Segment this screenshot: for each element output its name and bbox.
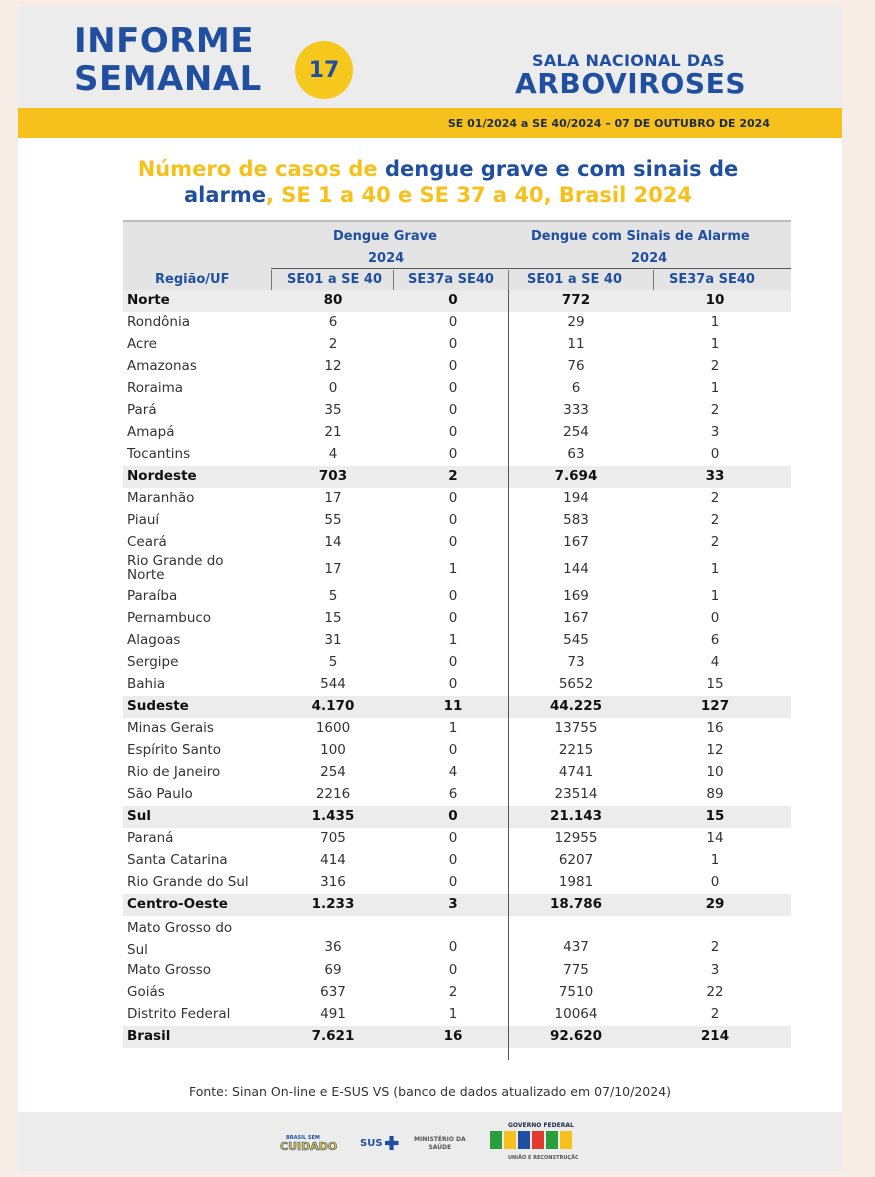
row-grave-se01-40: 12 bbox=[324, 358, 342, 374]
row-alarme-se01-40: 21.143 bbox=[549, 808, 603, 824]
row-alarme-se37-40: 10 bbox=[705, 292, 725, 308]
row-grave-se01-40: 316 bbox=[320, 874, 346, 890]
row-grave-se01-40: 7.621 bbox=[311, 1028, 355, 1044]
state-row bbox=[123, 784, 791, 806]
row-grave-se37-40: 0 bbox=[448, 588, 458, 604]
row-name: São Paulo bbox=[127, 786, 193, 802]
row-grave-se37-40: 0 bbox=[448, 852, 458, 868]
governo-brasil-graphic bbox=[486, 1120, 578, 1164]
row-name: Rio de Janeiro bbox=[127, 764, 221, 780]
state-row bbox=[123, 400, 791, 422]
period-bar bbox=[18, 108, 842, 138]
state-row bbox=[123, 444, 791, 466]
informe-semanal-title bbox=[74, 22, 262, 98]
row-name: Centro-Oeste bbox=[127, 896, 228, 912]
row-alarme-se37-40: 0 bbox=[710, 446, 720, 462]
row-alarme-se37-40: 4 bbox=[710, 654, 720, 670]
state-row bbox=[123, 652, 791, 674]
row-name: Distrito Federal bbox=[127, 1006, 231, 1022]
row-grave-se01-40: 0 bbox=[328, 380, 338, 396]
row-grave-se37-40: 0 bbox=[448, 962, 458, 978]
row-grave-se01-40: 17 bbox=[324, 561, 342, 577]
row-alarme-se01-40: 1981 bbox=[558, 874, 594, 890]
row-alarme-se01-40: 4741 bbox=[558, 764, 594, 780]
row-alarme-se01-40: 169 bbox=[563, 588, 589, 604]
region-row bbox=[123, 1026, 791, 1048]
col-grave-se37-40: SE37a SE40 bbox=[408, 272, 494, 287]
row-alarme-se37-40: 214 bbox=[700, 1028, 730, 1044]
header-divider bbox=[271, 268, 791, 269]
row-alarme-se01-40: 333 bbox=[563, 402, 589, 418]
row-grave-se01-40: 2 bbox=[328, 336, 338, 352]
row-name: Acre bbox=[127, 336, 157, 352]
row-alarme-se37-40: 1 bbox=[710, 561, 720, 577]
row-alarme-se37-40: 29 bbox=[705, 896, 725, 912]
row-name: Rio Grande do Sul bbox=[127, 874, 249, 890]
row-grave-se37-40: 0 bbox=[448, 676, 458, 692]
arboviroses-label: ARBOVIROSES bbox=[515, 67, 747, 100]
row-name: Paraná bbox=[127, 830, 174, 846]
state-row bbox=[123, 356, 791, 378]
row-name: Minas Gerais bbox=[127, 720, 214, 736]
row-name: Norte bbox=[127, 292, 170, 308]
row-grave-se37-40: 0 bbox=[448, 939, 458, 955]
svg-text:GOVERNO FEDERAL: GOVERNO FEDERAL bbox=[508, 1122, 574, 1129]
row-grave-se37-40: 0 bbox=[448, 358, 458, 374]
row-alarme-se37-40: 3 bbox=[710, 962, 720, 978]
state-row bbox=[123, 334, 791, 356]
row-grave-se01-40: 414 bbox=[320, 852, 346, 868]
row-grave-se01-40: 1.435 bbox=[311, 808, 355, 824]
edition-number-badge: 17 bbox=[295, 41, 353, 99]
row-grave-se01-40: 703 bbox=[318, 468, 348, 484]
row-name: Amapá bbox=[127, 424, 175, 440]
row-alarme-se37-40: 12 bbox=[706, 742, 724, 758]
row-alarme-se01-40: 76 bbox=[567, 358, 585, 374]
row-grave-se37-40: 0 bbox=[448, 808, 458, 824]
row-name: Pernambuco bbox=[127, 610, 212, 626]
row-alarme-se01-40: 44.225 bbox=[549, 698, 603, 714]
header-col-sep3 bbox=[508, 270, 509, 290]
state-row bbox=[123, 674, 791, 696]
state-row bbox=[123, 1004, 791, 1026]
row-alarme-se01-40: 144 bbox=[563, 561, 589, 577]
row-name: Sergipe bbox=[127, 654, 179, 670]
state-row bbox=[123, 718, 791, 740]
row-alarme-se37-40: 33 bbox=[705, 468, 725, 484]
row-alarme-se37-40: 16 bbox=[706, 720, 724, 736]
col-alarme-se37-40: SE37a SE40 bbox=[669, 272, 755, 287]
row-alarme-se01-40: 11 bbox=[567, 336, 585, 352]
row-grave-se01-40: 31 bbox=[324, 632, 342, 648]
row-alarme-se01-40: 7.694 bbox=[554, 468, 598, 484]
row-grave-se01-40: 36 bbox=[324, 939, 342, 955]
state-row bbox=[123, 488, 791, 510]
ministerio-saude-logo: MINISTÉRIO DA SAÚDE bbox=[414, 1136, 466, 1151]
group-dengue-grave: Dengue Grave bbox=[333, 229, 437, 244]
row-grave-se01-40: 1.233 bbox=[311, 896, 355, 912]
row-alarme-se01-40: 545 bbox=[563, 632, 589, 648]
col-grave-se01-40: SE01 a SE 40 bbox=[287, 272, 383, 287]
row-name: Paraíba bbox=[127, 588, 178, 604]
row-grave-se37-40: 0 bbox=[448, 336, 458, 352]
row-grave-se37-40: 1 bbox=[448, 632, 458, 648]
col-regiao-uf: Região/UF bbox=[155, 272, 230, 287]
row-grave-se37-40: 2 bbox=[448, 468, 458, 484]
row-alarme-se37-40: 10 bbox=[706, 764, 724, 780]
state-row bbox=[123, 532, 791, 554]
row-alarme-se37-40: 0 bbox=[710, 610, 720, 626]
row-grave-se01-40: 100 bbox=[320, 742, 346, 758]
row-alarme-se37-40: 0 bbox=[710, 874, 720, 890]
report-page bbox=[18, 6, 842, 1171]
state-row bbox=[123, 630, 791, 652]
row-grave-se37-40: 0 bbox=[448, 446, 458, 462]
row-grave-se37-40: 0 bbox=[448, 830, 458, 846]
row-name: Sul bbox=[127, 808, 151, 824]
row-alarme-se01-40: 167 bbox=[563, 534, 589, 550]
row-name: Maranhão bbox=[127, 490, 195, 506]
row-grave-se01-40: 35 bbox=[324, 402, 342, 418]
state-row bbox=[123, 554, 791, 586]
row-name: Santa Catarina bbox=[127, 852, 228, 868]
row-alarme-se01-40: 6 bbox=[571, 380, 581, 396]
governo-federal-logo bbox=[486, 1120, 578, 1167]
row-grave-se01-40: 4 bbox=[328, 446, 338, 462]
row-grave-se01-40: 4.170 bbox=[311, 698, 355, 714]
table-header bbox=[123, 222, 791, 290]
header-col-sep2 bbox=[393, 270, 394, 290]
row-grave-se37-40: 1 bbox=[448, 1006, 458, 1022]
row-alarme-se01-40: 73 bbox=[567, 654, 585, 670]
state-row bbox=[123, 916, 791, 960]
row-grave-se01-40: 637 bbox=[320, 984, 346, 1000]
row-grave-se01-40: 254 bbox=[320, 764, 346, 780]
row-grave-se01-40: 6 bbox=[328, 314, 338, 330]
state-row bbox=[123, 960, 791, 982]
row-alarme-se01-40: 18.786 bbox=[549, 896, 603, 912]
informe-line1: INFORME bbox=[74, 21, 254, 61]
row-grave-se01-40: 705 bbox=[320, 830, 346, 846]
row-alarme-se01-40: 10064 bbox=[554, 1006, 598, 1022]
row-grave-se37-40: 0 bbox=[448, 292, 458, 308]
state-row bbox=[123, 740, 791, 762]
col-alarme-se01-40: SE01 a SE 40 bbox=[527, 272, 623, 287]
row-name: Goiás bbox=[127, 984, 165, 1000]
row-name: Piauí bbox=[127, 512, 160, 528]
state-row bbox=[123, 872, 791, 894]
row-grave-se37-40: 1 bbox=[448, 561, 458, 577]
state-row bbox=[123, 586, 791, 608]
row-grave-se37-40: 0 bbox=[448, 534, 458, 550]
row-alarme-se01-40: 583 bbox=[563, 512, 589, 528]
svg-text:UNIÃO E RECONSTRUÇÃO: UNIÃO E RECONSTRUÇÃO bbox=[508, 1155, 578, 1161]
row-grave-se01-40: 69 bbox=[324, 962, 342, 978]
row-grave-se01-40: 5 bbox=[328, 654, 338, 670]
row-grave-se37-40: 0 bbox=[448, 314, 458, 330]
row-alarme-se01-40: 23514 bbox=[554, 786, 598, 802]
row-alarme-se37-40: 1 bbox=[710, 314, 720, 330]
row-alarme-se01-40: 2215 bbox=[558, 742, 594, 758]
row-alarme-se01-40: 92.620 bbox=[549, 1028, 603, 1044]
row-name: Ceará bbox=[127, 534, 167, 550]
row-grave-se01-40: 2216 bbox=[315, 786, 351, 802]
row-alarme-se01-40: 6207 bbox=[558, 852, 594, 868]
row-alarme-se37-40: 1 bbox=[710, 336, 720, 352]
row-grave-se37-40: 0 bbox=[448, 654, 458, 670]
row-alarme-se01-40: 254 bbox=[563, 424, 589, 440]
row-grave-se01-40: 21 bbox=[324, 424, 342, 440]
region-row bbox=[123, 806, 791, 828]
row-name: Tocantins bbox=[127, 446, 191, 462]
region-row bbox=[123, 290, 791, 312]
row-grave-se01-40: 80 bbox=[323, 292, 343, 308]
row-grave-se37-40: 0 bbox=[448, 512, 458, 528]
row-grave-se37-40: 0 bbox=[448, 874, 458, 890]
row-grave-se37-40: 2 bbox=[448, 984, 458, 1000]
row-alarme-se37-40: 2 bbox=[710, 534, 720, 550]
title-part2: dengue grave e com sinais de alarme bbox=[183, 157, 739, 207]
row-alarme-se01-40: 29 bbox=[567, 314, 585, 330]
region-row bbox=[123, 894, 791, 916]
row-grave-se01-40: 55 bbox=[324, 512, 342, 528]
row-alarme-se37-40: 2 bbox=[710, 512, 720, 528]
row-alarme-se01-40: 7510 bbox=[558, 984, 594, 1000]
row-grave-se37-40: 1 bbox=[448, 720, 458, 736]
row-alarme-se37-40: 1 bbox=[710, 588, 720, 604]
header-col-sep1 bbox=[271, 270, 272, 290]
row-alarme-se37-40: 1 bbox=[710, 852, 720, 868]
informe-line2: SEMANAL bbox=[74, 59, 262, 99]
svg-text:BRASIL SEM: BRASIL SEM bbox=[286, 1135, 320, 1141]
row-name: Pará bbox=[127, 402, 157, 418]
row-alarme-se37-40: 2 bbox=[710, 1006, 720, 1022]
row-alarme-se37-40: 89 bbox=[706, 786, 724, 802]
row-grave-se37-40: 11 bbox=[443, 698, 463, 714]
state-row bbox=[123, 762, 791, 784]
region-row bbox=[123, 696, 791, 718]
sala-nacional-label: SALA NACIONAL DAS bbox=[532, 51, 725, 70]
region-row bbox=[123, 466, 791, 488]
row-alarme-se01-40: 63 bbox=[567, 446, 585, 462]
row-grave-se37-40: 0 bbox=[448, 610, 458, 626]
row-alarme-se37-40: 3 bbox=[710, 424, 720, 440]
row-name: Sudeste bbox=[127, 698, 189, 714]
report-header bbox=[18, 6, 842, 108]
state-row bbox=[123, 828, 791, 850]
row-name: Roraima bbox=[127, 380, 184, 396]
row-name: Brasil bbox=[127, 1028, 171, 1044]
state-row bbox=[123, 422, 791, 444]
row-grave-se01-40: 1600 bbox=[315, 720, 351, 736]
row-grave-se01-40: 491 bbox=[320, 1006, 346, 1022]
state-row bbox=[123, 378, 791, 400]
row-grave-se37-40: 0 bbox=[448, 402, 458, 418]
group-separator-line bbox=[508, 290, 509, 1060]
state-row bbox=[123, 312, 791, 334]
row-grave-se37-40: 4 bbox=[448, 764, 458, 780]
row-alarme-se37-40: 15 bbox=[705, 808, 725, 824]
row-grave-se01-40: 544 bbox=[320, 676, 346, 692]
table-title bbox=[118, 156, 758, 208]
row-alarme-se01-40: 12955 bbox=[554, 830, 598, 846]
row-name: Bahia bbox=[127, 676, 166, 692]
row-alarme-se37-40: 15 bbox=[706, 676, 724, 692]
brasil-sem-cuidado-logo bbox=[280, 1132, 344, 1157]
row-name: Rio Grande do Norte bbox=[127, 553, 224, 583]
row-grave-se37-40: 0 bbox=[448, 742, 458, 758]
row-alarme-se01-40: 437 bbox=[563, 939, 589, 955]
row-alarme-se01-40: 5652 bbox=[558, 676, 594, 692]
row-alarme-se37-40: 2 bbox=[710, 939, 720, 955]
svg-text:CUIDADO: CUIDADO bbox=[280, 1140, 338, 1153]
row-alarme-se01-40: 167 bbox=[563, 610, 589, 626]
footer-logos bbox=[18, 1112, 842, 1171]
title-part3: , SE 1 a 40 e SE 37 a 40, Brasil 2024 bbox=[265, 183, 693, 207]
row-alarme-se37-40: 2 bbox=[710, 402, 720, 418]
row-alarme-se37-40: 22 bbox=[706, 984, 724, 1000]
row-name: Alagoas bbox=[127, 632, 181, 648]
row-grave-se37-40: 0 bbox=[448, 490, 458, 506]
row-alarme-se01-40: 194 bbox=[563, 490, 589, 506]
row-grave-se37-40: 3 bbox=[448, 896, 458, 912]
state-row bbox=[123, 850, 791, 872]
state-row bbox=[123, 982, 791, 1004]
row-alarme-se37-40: 1 bbox=[710, 380, 720, 396]
row-grave-se01-40: 17 bbox=[324, 490, 342, 506]
row-name: Nordeste bbox=[127, 468, 197, 484]
period-text: SE 01/2024 a SE 40/2024 – 07 DE OUTUBRO DE 2024 bbox=[447, 117, 770, 130]
cuidado-logo-graphic bbox=[280, 1132, 344, 1154]
row-grave-se01-40: 15 bbox=[324, 610, 342, 626]
state-row bbox=[123, 608, 791, 630]
row-alarme-se37-40: 6 bbox=[710, 632, 720, 648]
row-alarme-se01-40: 775 bbox=[563, 962, 589, 978]
row-alarme-se37-40: 127 bbox=[700, 698, 730, 714]
row-grave-se01-40: 5 bbox=[328, 588, 338, 604]
group-sinais-alarme: Dengue com Sinais de Alarme bbox=[531, 229, 750, 244]
row-alarme-se37-40: 2 bbox=[710, 358, 720, 374]
header-col-sep4 bbox=[653, 270, 654, 290]
group-dengue-grave-year: 2024 bbox=[368, 251, 405, 266]
state-row bbox=[123, 510, 791, 532]
sus-logo: SUS bbox=[360, 1136, 399, 1150]
row-grave-se01-40: 14 bbox=[324, 534, 342, 550]
row-alarme-se01-40: 13755 bbox=[554, 720, 598, 736]
row-grave-se37-40: 6 bbox=[448, 786, 458, 802]
row-alarme-se37-40: 14 bbox=[706, 830, 724, 846]
row-grave-se37-40: 16 bbox=[443, 1028, 463, 1044]
source-note: Fonte: Sinan On-line e E-SUS VS (banco de dados atualizado em 07/10/2024) bbox=[188, 1084, 672, 1099]
row-name: Rondônia bbox=[127, 314, 190, 330]
row-name: Mato Grosso bbox=[127, 962, 212, 978]
row-grave-se37-40: 0 bbox=[448, 424, 458, 440]
row-alarme-se37-40: 2 bbox=[710, 490, 720, 506]
row-name: Amazonas bbox=[127, 358, 197, 374]
row-grave-se37-40: 0 bbox=[448, 380, 458, 396]
row-alarme-se01-40: 772 bbox=[561, 292, 591, 308]
title-part1: Número de casos de bbox=[137, 157, 385, 181]
table-body bbox=[123, 290, 791, 1048]
group-sinais-alarme-year: 2024 bbox=[631, 251, 668, 266]
row-name: Espírito Santo bbox=[127, 742, 221, 758]
row-name: Mato Grosso do Sul bbox=[127, 920, 233, 958]
